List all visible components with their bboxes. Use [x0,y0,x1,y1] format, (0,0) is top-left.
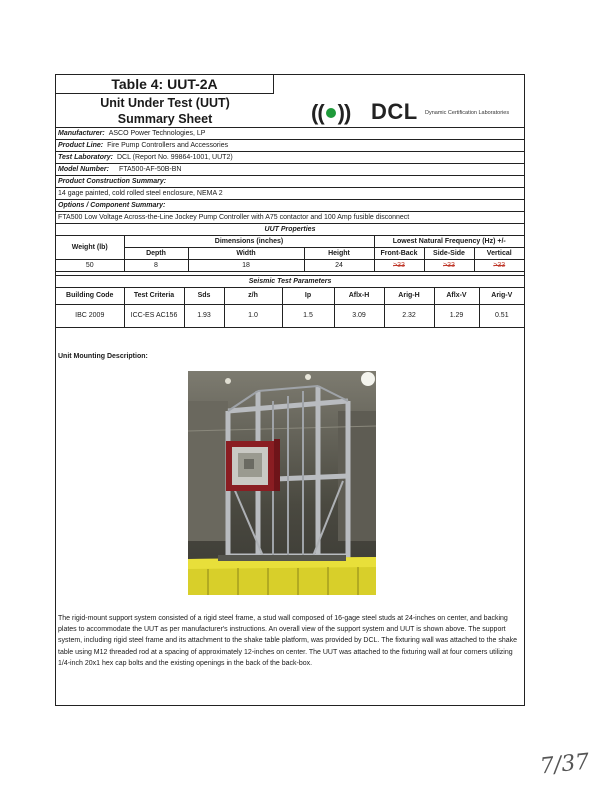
uut-mounting-photo [188,371,376,595]
test-lab-row [56,151,524,163]
product-line-row [56,139,524,151]
manufacturer-value: ASCO Power Technologies, LP [108,130,206,137]
seismic-parameters-table [56,275,524,328]
arig-v-value: 0.51 [479,305,524,328]
height-value: 24 [304,260,374,272]
construction-label-row [56,175,524,187]
construction-value: 14 gage painted, cold rolled steel enclosure, NEMA 2 [58,190,223,197]
options-row [56,211,524,223]
manufacturer-row [56,127,524,139]
options-label: Options / Component Summary: [58,202,166,209]
mounting-label: Unit Mounting Description: [58,353,148,360]
uut-properties-table [56,223,524,272]
weight-value: 50 [56,260,124,272]
aflx-v-value: 1.29 [434,305,479,328]
depth-value: 8 [124,260,188,272]
dcl-logo-text: DCL [371,99,418,124]
weight-header: Weight (lb) [56,236,124,260]
page-number-handwritten: 7/37 [538,749,591,780]
summary-sheet [55,74,525,706]
manufacturer-label: Manufacturer: [58,130,105,137]
options-label-row [56,199,524,211]
side-side-value: >33 [424,260,474,272]
height-header: Height [304,248,374,260]
side-side-header: Side-Side [424,248,474,260]
mounting-description: The rigid-mount support system consisted of a rigid steel frame, a stud wall composed of 16-gage steel studs at 24-inches on center, and backing plates to accommodate the UUT as per manufacturer's instructions. An overall view of the support system and UUT is shown above. The support system, including rigid steel frame and its attachment to the shake table platform, was provided by DCL. The fixturing wall was attached to the shake table using M12 threaded rod at a spacing of approximately 12-inches on center. The UUT was attached to the fixturing wall at four corners utilizing 1/4-inch 20x1 hex cap bolts and the existing openings in the back of the back-box. [58,615,517,667]
dimensions-header: Dimensions (inches) [124,236,374,248]
test-criteria-value: ICC-ES AC156 [124,305,184,328]
test-lab-label: Test Laboratory: [58,154,113,161]
seismic-title: Seismic Test Parameters [56,276,524,288]
subtitle-line-2: Summary Sheet [117,112,213,126]
options-value: FTA500 Low Voltage Across-the-Line Jockey Pump Controller with A75 contactor and 100 Amp fusible disconnect [58,214,410,221]
sds-header: Sds [184,288,224,305]
construction-row [56,187,524,199]
zh-value: 1.0 [224,305,282,328]
aflx-v-header: Aflx-V [434,288,479,305]
model-value: FTA500-AF-50B-BN [118,166,182,173]
sds-value: 1.93 [184,305,224,328]
test-lab-value: DCL (Report No. 99864-1001, UUT2) [116,154,233,161]
dcl-logo-mark: (( )) [311,100,351,125]
aflx-h-header: Aflx-H [334,288,384,305]
width-header: Width [188,248,304,260]
vertical-header: Vertical [474,248,524,260]
construction-label: Product Construction Summary: [58,178,167,185]
model-label: Model Number: [58,166,109,173]
building-code-value: IBC 2009 [56,305,124,328]
width-value: 18 [188,260,304,272]
shake-table-photo-illustration [188,371,376,595]
arig-h-header: Arig-H [384,288,434,305]
building-code-header: Building Code [56,288,124,305]
frequency-header: Lowest Natural Frequency (Hz) +/- [374,236,524,248]
aflx-h-value: 3.09 [334,305,384,328]
table-title: Table 4: UUT-2A [56,75,274,94]
dcl-logo [311,99,523,129]
front-back-header: Front-Back [374,248,424,260]
depth-header: Depth [124,248,188,260]
green-dot-icon [326,108,336,118]
dcl-logo-subtext: Dynamic Certification Laboratories [425,110,510,116]
sheet-subtitle [56,95,274,127]
product-line-value: Fire Pump Controllers and Accessories [107,142,229,149]
vertical-value: >33 [474,260,524,272]
ip-value: 1.5 [282,305,334,328]
zh-header: z/h [224,288,282,305]
test-criteria-header: Test Criteria [124,288,184,305]
product-line-label: Product Line: [58,142,104,149]
ip-header: Ip [282,288,334,305]
front-back-value: >33 [374,260,424,272]
model-row [56,163,524,175]
uut-properties-title: UUT Properties [56,224,524,236]
arig-h-value: 2.32 [384,305,434,328]
arig-v-header: Arig-V [479,288,524,305]
subtitle-line-1: Unit Under Test (UUT) [100,96,230,110]
